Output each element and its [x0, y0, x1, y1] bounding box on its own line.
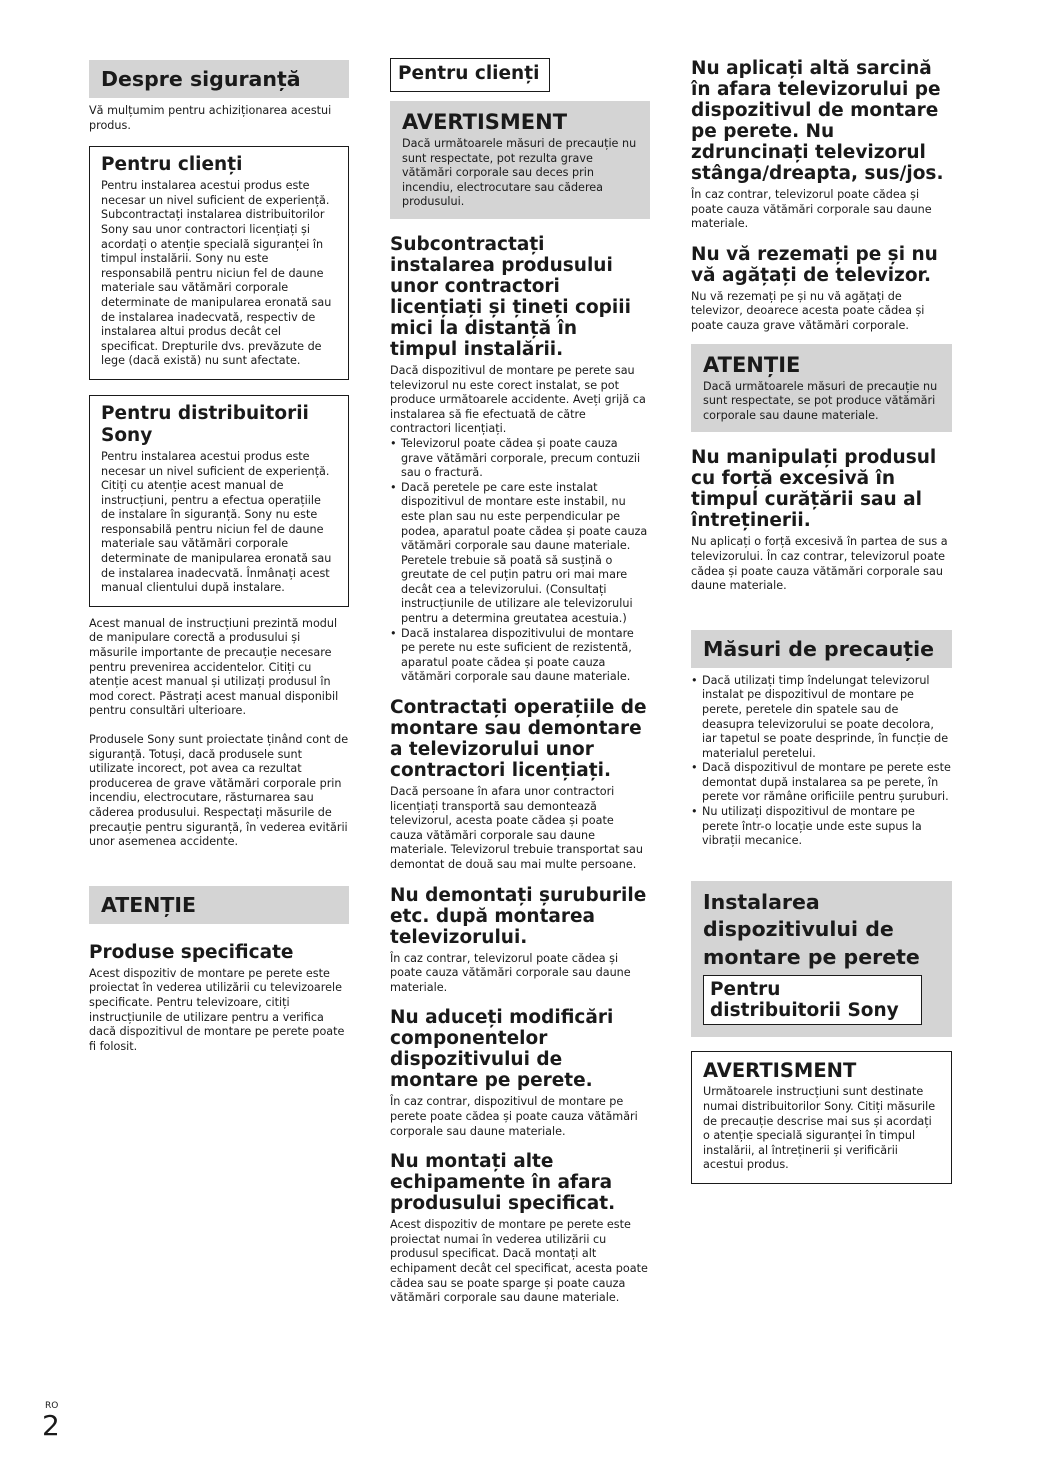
- dealers-box: [89, 395, 349, 607]
- install-subheading: Pentru distribuitorii Sony: [703, 975, 922, 1025]
- section-screws-text: În caz contrar, televizorul poate cădea și poate cauza vătămări corporale sau daune materiale.: [390, 951, 631, 994]
- section-other-equipment-text: Acest dispozitiv de montare pe perete este proiectat numai în vederea utilizării cu produsul specificat. Dacă montați alt echipament decât cel specificat, acesta poate cădea sau se poate sparge și poate cauza vătămări corporale sau daune materiale.: [390, 1218, 648, 1305]
- list-item: • Nu utilizați dispozitivul de montare pe perete într-o locație unde este supus la vibrații mecanice.: [691, 805, 952, 849]
- precautions-list: [691, 674, 952, 849]
- customers-tab: Pentru clienți: [390, 58, 550, 92]
- section-load-text: În caz contrar, televizorul poate cădea și poate cauza vătămări corporale sau daune materiale.: [691, 188, 932, 231]
- warning-title: AVERTISMENT: [402, 110, 568, 134]
- warning-box: [390, 101, 650, 219]
- column-2: [390, 58, 650, 1306]
- dealer-warning-box: [691, 1051, 952, 1184]
- dealers-box-title: Pentru distribuitorii Sony: [101, 402, 309, 446]
- section-force-text: Nu aplicați o forță excesivă în partea de sus a televizorului. În caz contrar, televizorul poate cădea și poate cauza vătămări corporale sau daune materiale.: [691, 535, 948, 593]
- section-modify-title: Nu aduceți modificări componentelor dispozitivului de montare pe perete.: [390, 1007, 614, 1092]
- section-other-equipment-title: Nu montați alte echipamente în afara produsului specificat.: [390, 1151, 616, 1215]
- section-subcontract-title: Subcontractați instalarea produsului unor contractori licențiați și țineți copiii mici la distanță în timpul instalării.: [390, 233, 631, 360]
- caution-box: [691, 344, 952, 433]
- accident-list: [390, 437, 650, 685]
- caution-text: Dacă următoarele măsuri de precauție nu sunt respectate, se pot produce vătămări corporale sau daune materiale.: [703, 379, 938, 422]
- attention-heading: ATENȚIE: [89, 886, 349, 924]
- list-item: • Dacă peretele pe care este instalat dispozitivul de montare este instabil, nu este plan sau nu este perpendicular pe podea, aparatul poate cădea și poate cauza vătămări corporale sau daune materiale. Peretele trebuie să poată să susțină o greutate de cel puțin patru ori mai mare decât cea a televizorului. (Consultați instrucțiunile de utilizare ale televizorului pentru a determina greutatea acestuia.): [390, 481, 650, 627]
- precautions-heading: Măsuri de precauție: [691, 630, 952, 668]
- language-code: RO: [45, 1401, 59, 1411]
- section-contract-text: Dacă persoane în afara unor contractori licențiați transportă sau demontează televizorul, acesta poate cădea și poate cauza vătămări corporale sau daune materiale. Televizorul trebuie transportat sau demontat de două sau mai multe persoane.: [390, 785, 643, 871]
- section-lean-text: Nu vă rezemați pe și nu vă agățați de televizor, deoarece acesta poate cădea și poate cauza grave vătămări corporale.: [691, 289, 925, 332]
- dealer-warning-text: Următoarele instrucțiuni sunt destinate numai distribuitorilor Sony. Citiți măsurile de precauție descrise mai sus și acordați o atenție specială siguranței în timpul instalării, al întreținerii și verificării acestui produs.: [703, 1085, 936, 1172]
- column-1: [89, 58, 349, 1054]
- install-section: [691, 881, 952, 1038]
- customers-box-text: Pentru instalarea acestui produs este necesar un nivel suficient de experiență. Subcontractați instalarea distribuitorilor Sony sau unor contractori licențiați și acordați o atenție specială siguranței în timpul instalării. Sony nu este responsabilă pentru niciun fel de daune materiale sau vătămări corporale determinate de manipularea eronată sau de instalarea inadecvată, respectiv de instalarea altui produs decât cel specificat. Drepturile dvs. prevăzute de lege (dacă există) nu sunt afectate.: [101, 179, 332, 368]
- section-force-title: Nu manipulați produsul cu forță excesivă în timpul curățării sau al întreținerii.: [691, 447, 937, 532]
- section-load-title: Nu aplicați altă sarcină în afara televizorului pe dispozitivul de montare pe perete. Nu zdruncinați televizorul stânga/dreapta, sus/jos.: [691, 58, 944, 184]
- page-number: 2: [42, 1409, 60, 1442]
- caution-title: ATENȚIE: [703, 352, 801, 377]
- intro-paragraph-2: Produsele Sony sunt proiectate ținând cont de siguranță. Totuși, dacă produsele sunt utilizate incorect, pot avea ca rezultat producerea de grave vătămări corporale prin incendiu, electrocutare, răsturnarea sau căderea produsului. Respectați măsurile de precauție pentru siguranță, în vederea evitării unor asemenea accidente.: [89, 733, 349, 849]
- install-heading: Instalarea dispozitivului de montare pe perete: [703, 889, 920, 969]
- dealers-box-text: Pentru instalarea acestui produs este necesar un nivel suficient de experiență. Citiți cu atenție acest manual de instrucțiuni, pentru a efectua operațiile de instalare în siguranță. Sony nu este responsabilă pentru niciun fel de daune materiale sau vătămări corporale determinate de manipularea eronată sau de instalarea inadecvată. Înmânați acest manual clientului după instalare.: [101, 449, 332, 595]
- list-item: • Televizorul poate cădea și poate cauza grave vătămări corporale, precum contuzii sau o fractură.: [390, 437, 650, 481]
- dealer-warning-title: AVERTISMENT: [703, 1059, 857, 1083]
- section-modify-text: În caz contrar, dispozitivul de montare pe perete poate cădea și poate cauza vătămări corporale sau daune materiale.: [390, 1095, 638, 1138]
- list-item: • Dacă instalarea dispozitivului de montare pe perete nu este suficient de rezistentă, aparatul poate cădea și poate cauza vătămări corporale sau daune materiale.: [390, 627, 650, 685]
- safety-heading: Despre siguranță: [89, 60, 349, 98]
- section-lean-title: Nu vă rezemați pe și nu vă agățați de televizor.: [691, 243, 938, 286]
- section-contract-title: Contractați operațiile de montare sau demontare a televizorului unor contractori licențiați.: [390, 697, 647, 782]
- specified-products-text: Acest dispozitiv de montare pe perete este proiectat în vederea utilizării cu televizoarele specificate. Pentru televizoare, citiți instrucțiunile de utilizare pentru a verifica dacă dispozitivul de montare pe perete poate fi folosit.: [89, 966, 345, 1053]
- list-item: • Dacă dispozitivul de montare pe perete este demontat după instalarea sa pe perete, în perete vor rămâne orificiile pentru șuruburi.: [691, 761, 952, 805]
- warning-text: Dacă următoarele măsuri de precauție nu sunt respectate, pot rezulta grave vătămări corporale sau deces prin incendiu, electrocutare sau căderea produsului.: [402, 137, 637, 209]
- customers-box: [89, 146, 349, 380]
- thanks-text: Vă mulțumim pentru achiziționarea acestui produs.: [89, 104, 332, 132]
- intro-paragraph-1: Acest manual de instrucțiuni prezintă modul de manipulare corectă a produsului și măsurile importante de precauție necesare pentru prevenirea accidentelor. Citiți cu atenție acest manual și utilizați produsul în mod corect. Păstrați acest manual disponibil pentru consultări ulterioare.: [89, 616, 339, 718]
- section-screws-title: Nu demontați șuruburile etc. după montarea televizorului.: [390, 884, 647, 948]
- list-item: • Dacă utilizați timp îndelungat televizorul instalat pe dispozitivul de montare pe perete, peretele din spatele sau de deasupra televizorului se poate decolora, iar tapetul se poate desprinde, în funcție de materialul peretelui.: [691, 674, 952, 762]
- column-3: [691, 58, 952, 1184]
- section-subcontract-text: Dacă dispozitivul de montare pe perete sau televizorul nu este corect instalat, se pot produce următoarele accidente. Aveți grijă ca instalarea să fie efectuată de către contractori licențiați.: [390, 363, 646, 436]
- specified-products-title: Produse specificate: [89, 941, 294, 963]
- customers-box-title: Pentru clienți: [101, 154, 243, 176]
